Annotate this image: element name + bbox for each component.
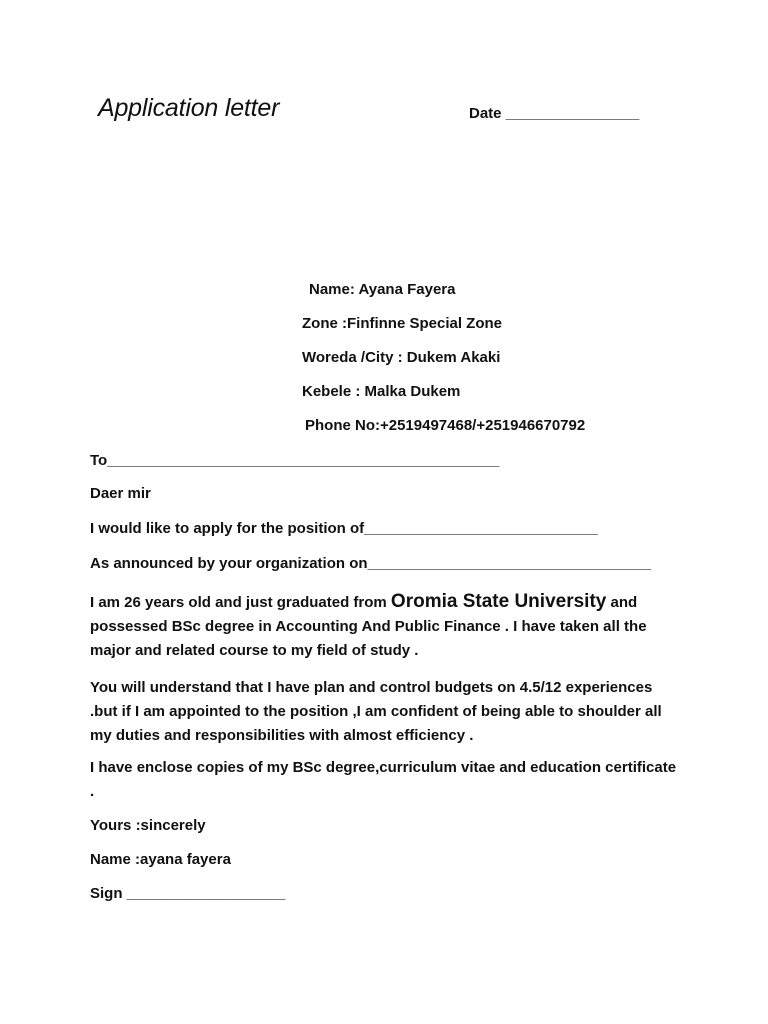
sender-city: Woreda /City : Dukem Akaki — [302, 349, 501, 366]
sender-kebele: Kebele : Malka Dukem — [302, 383, 461, 400]
date-line: Date ________________ — [469, 105, 640, 122]
paragraph-enclosures: I have enclose copies of my BSc degree,curriculum vitae and education certificate . — [90, 759, 677, 800]
sender-zone: Zone :Finfinne Special Zone — [302, 315, 503, 332]
position-line: I would like to apply for the position of____________________________ — [90, 520, 598, 537]
signature-line: Sign ___________________ — [90, 885, 286, 902]
sender-phone: Phone No:+2519497468/+251946670792 — [305, 417, 586, 434]
paragraph-education-start: I am 26 years old and just graduated from — [90, 594, 391, 611]
signoff-name: Name :ayana fayera — [90, 851, 231, 868]
recipient-line: To_______________________________________________ — [90, 452, 500, 469]
paragraph-education — [90, 590, 680, 663]
university-name: Oromia State University — [390, 591, 607, 612]
page-title: Application letter — [98, 94, 280, 122]
sender-name: Name: Ayana Fayera — [309, 281, 456, 298]
salutation: Daer mir — [90, 485, 151, 502]
announcement-line: As announced by your organization on__________________________________ — [90, 555, 652, 572]
paragraph-education-end: and possessed BSc degree in Accounting And Public Finance . I have taken all the major and related course to my field of study . — [90, 594, 647, 659]
closing: Yours :sincerely — [90, 817, 206, 834]
paragraph-experience: You will understand that I have plan and control budgets on 4.5/12 experiences .but if I am appointed to the position ,I am confident of being able to shoulder all my duties and responsibilities with almost efficiency . — [90, 679, 662, 744]
